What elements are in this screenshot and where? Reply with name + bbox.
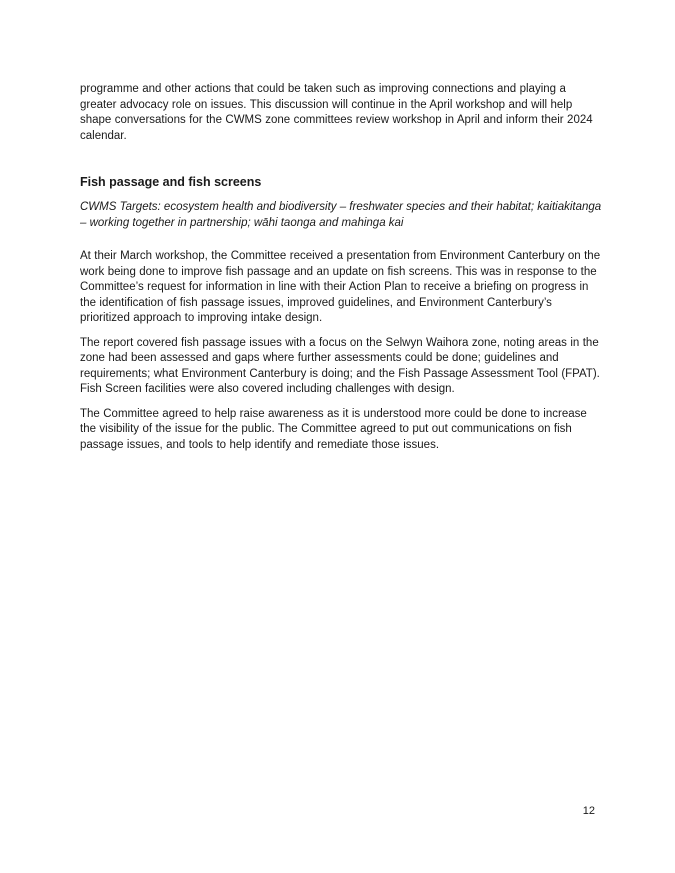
page-number: 12 [582, 805, 595, 817]
paragraph-committee-agreement: The Committee agreed to help raise awareness as it is understood more could be done to increase the visibility of the issue for the public. The Committee agreed to put out communications on fish passage issues, and tools to help identify and remediate those issues. [80, 407, 587, 451]
intro-paragraph: programme and other actions that could be taken such as improving connections and playing a greater advocacy role on issues. This discussion will continue in the April workshop and will help shape conversations for the CWMS zone committees review workshop in April and inform their 2024 calendar. [80, 83, 593, 142]
document-content [80, 82, 602, 462]
paragraph-report-coverage: The report covered fish passage issues with a focus on the Selwyn Waihora zone, noting areas in the zone had been assessed and gaps where further assessments could be done; guidelines and requirements; what Environment Canterbury is doing; and the Fish Passage Assessment Tool (FPAT). Fish Screen facilities were also covered including challenges with design. [80, 336, 600, 395]
cwms-targets-line: CWMS Targets: ecosystem health and biodiversity – freshwater species and their habitat; kaitiakitanga – working together in partnership; wāhi taonga and mahinga kai [80, 201, 602, 229]
paragraph-march-workshop: At their March workshop, the Committee received a presentation from Environment Canterbury on the work being done to improve fish passage and an update on fish screens. This was in response to the Committee’s request for information in line with their Action Plan to receive a briefing on progress in the identification of fish passage issues, improved guidelines, and Environment Canterbury’s prioritized approach to improving intake design. [80, 250, 601, 324]
section-heading-fish-passage: Fish passage and fish screens [80, 175, 262, 189]
